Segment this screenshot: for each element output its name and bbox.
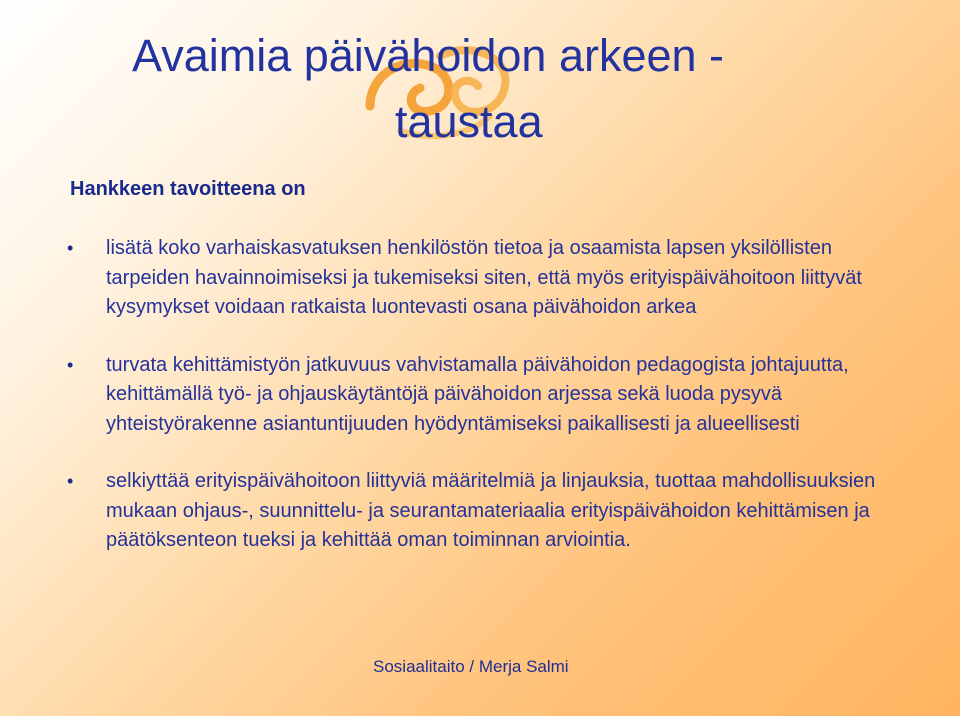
bullet-icon: •	[67, 238, 74, 258]
bullet-item	[67, 467, 896, 556]
bullet-text: turvata kehittämistyön jatkuvuus vahvistamalla päivähoidon pedagogista johtajuutta, kehittämällä työ- ja ohjauskäytäntöjä päivähoidon arjessa sekä luoda pysyvä yhteistyörakenne asiantuntijuuden hyödyntämiseksi paikallisesti ja alueellisesti	[106, 353, 849, 435]
subtitle: Hankkeen tavoitteena on	[70, 178, 306, 200]
bullet-text: lisätä koko varhaiskasvatuksen henkilöstön tietoa ja osaamista lapsen yksilöllisten tarpeiden havainnoimiseksi ja tukemiseksi siten, että myös erityispäivähoitoon liittyvät kysymykset voidaan ratkaista luontevasti osana päivähoidon arkea	[106, 237, 862, 318]
bullet-item	[67, 234, 896, 323]
bullet-list	[67, 234, 896, 584]
bullet-text: selkiyttää erityispäivähoitoon liittyviä määritelmiä ja linjauksia, tuottaa mahdollisuuksien mukaan ohjaus-, suunnittelu- ja seurantamateriaalia erityispäivähoidon kehittämisen ja päätöksenteon tueksi ja kehittää oman toiminnan arviointia.	[106, 470, 876, 551]
slide-title-line-2: taustaa	[395, 96, 543, 147]
bullet-icon: •	[67, 471, 74, 491]
slide-title-line-1: Avaimia päivähoidon arkeen -	[132, 30, 725, 81]
footer-credit: Sosiaalitaito / Merja Salmi	[373, 657, 569, 676]
bullet-item	[67, 351, 896, 440]
bullet-icon: •	[67, 354, 74, 375]
